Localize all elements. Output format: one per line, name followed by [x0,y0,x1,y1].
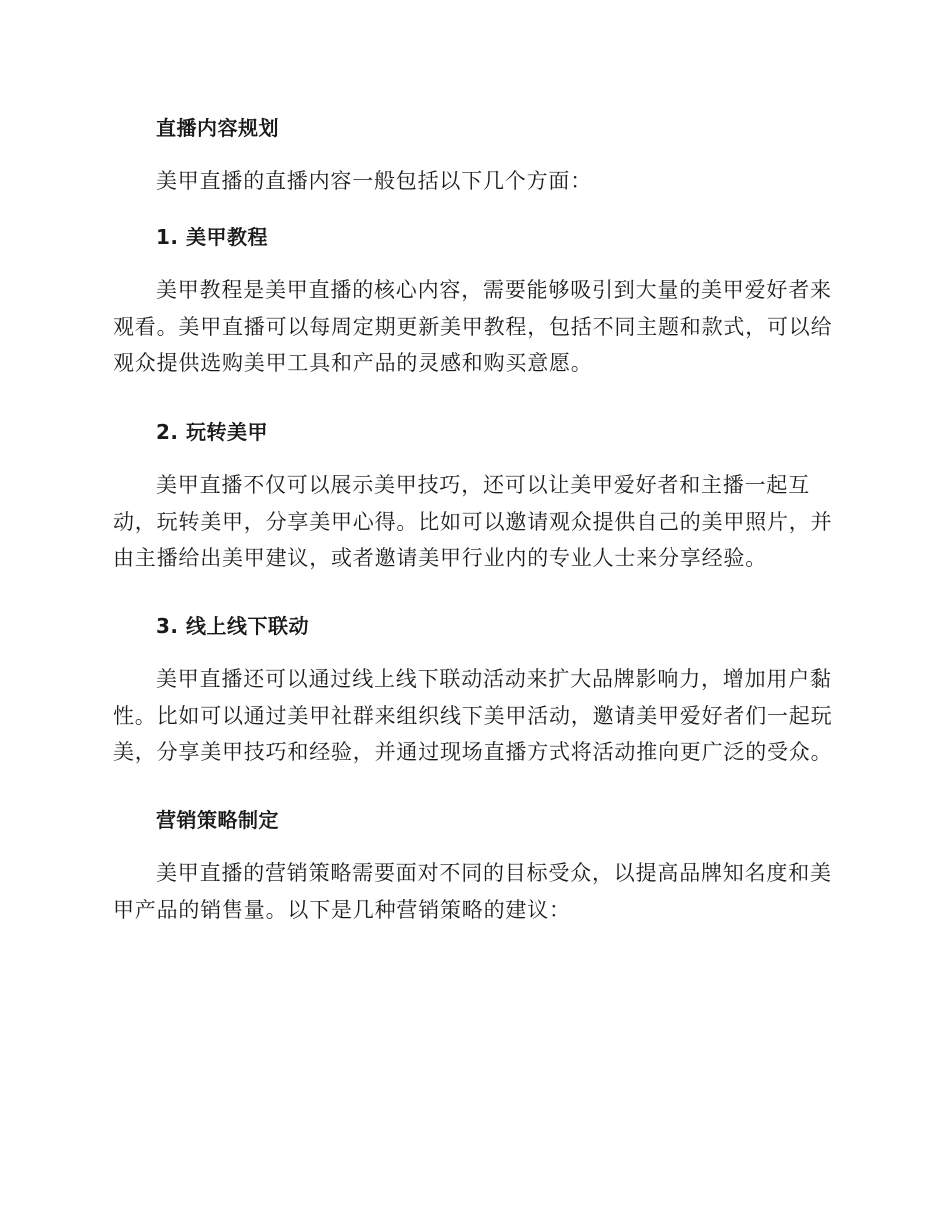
paragraph-line: 甲产品的销售量。以下是几种营销策略的建议： [113,897,571,922]
paragraph-online-offline [113,661,831,771]
paragraph-line: 美甲教程是美甲直播的核心内容，需要能够吸引到大量的美甲爱好者来 [156,278,832,302]
paragraph-line: 美甲直播还可以通过线上线下联动活动来扩大品牌影响力，增加用户黏 [156,667,832,691]
paragraph-line: 美甲直播不仅可以展示美甲技巧，还可以让美甲爱好者和主播一起互 [156,473,810,497]
paragraph-line: 动，玩转美甲，分享美甲心得。比如可以邀请观众提供自己的美甲照片，并 [113,509,833,534]
paragraph-line: 观看。美甲直播可以每周定期更新美甲教程，包括不同主题和款式，可以给 [113,314,833,339]
paragraph-nail-tutorial [113,272,831,382]
paragraph-line: 美，分享美甲技巧和经验，并通过现场直播方式将活动推向更广泛的受众。 [113,740,833,764]
paragraph-line: 美甲直播的直播内容一般包括以下几个方面： [156,169,592,193]
section-heading-live-content-planning: 直播内容规划 [156,116,279,140]
paragraph-line: 由主播给出美甲建议，或者邀请美甲行业内的专业人士来分享经验。 [113,546,767,570]
paragraph-intro [113,163,831,200]
paragraph-line: 观众提供选购美甲工具和产品的灵感和购买意愿。 [113,351,593,375]
subheading-online-offline: 3. 线上线下联动 [156,614,309,638]
paragraph-line: 美甲直播的营销策略需要面对不同的目标受众，以提高品牌知名度和美 [156,861,832,885]
paragraph-play-nails [113,467,831,577]
subheading-nail-tutorial: 1. 美甲教程 [156,225,268,249]
subheading-play-nails: 2. 玩转美甲 [156,420,268,444]
paragraph-marketing-strategy [113,855,831,928]
section-heading-marketing-strategy: 营销策略制定 [156,808,279,832]
paragraph-line: 性。比如可以通过美甲社群来组织线下美甲活动，邀请美甲爱好者们一起玩 [113,703,833,728]
